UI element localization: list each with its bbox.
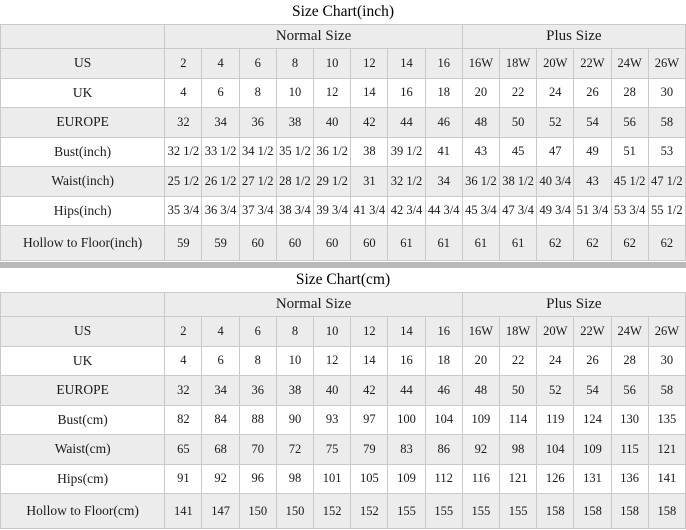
cell: 18 (425, 78, 462, 108)
group-header-row (1, 293, 686, 317)
cell: 155 (425, 494, 462, 529)
table-row-hollow-to-floor (1, 226, 686, 261)
cell: 104 (425, 405, 462, 435)
cell: 135 (648, 405, 685, 435)
cell: 59 (202, 226, 239, 261)
cell: 121 (499, 464, 536, 494)
group-header-row (1, 25, 686, 49)
size-chart-inch-table (0, 0, 686, 261)
cell: 40 3/4 (537, 167, 574, 197)
cell: 44 (388, 108, 425, 138)
cell: 38 (276, 108, 313, 138)
cell: 61 (499, 226, 536, 261)
cell: 32 1/2 (388, 167, 425, 197)
cell: 119 (537, 405, 574, 435)
cell: 136 (611, 464, 648, 494)
cell: 6 (202, 78, 239, 108)
corner-cell (1, 293, 165, 317)
cell: 62 (537, 226, 574, 261)
cell: 14 (388, 317, 425, 347)
cell: 20W (537, 317, 574, 347)
cell: 16 (425, 317, 462, 347)
cell: 52 (537, 108, 574, 138)
cell: 150 (276, 494, 313, 529)
cell: 92 (202, 464, 239, 494)
cell: 18W (499, 317, 536, 347)
cell: 42 (351, 376, 388, 406)
cell: 30 (648, 346, 685, 376)
cell: 38 3/4 (276, 196, 313, 226)
cell: 54 (574, 108, 611, 138)
cell: 24 (537, 78, 574, 108)
row-label: Hips(inch) (1, 196, 165, 226)
cell: 6 (202, 346, 239, 376)
cell: 8 (239, 78, 276, 108)
cell: 158 (574, 494, 611, 529)
cell: 62 (648, 226, 685, 261)
corner-cell (1, 25, 165, 49)
cell: 28 1/2 (276, 167, 313, 197)
cell: 12 (314, 78, 351, 108)
cell: 61 (425, 226, 462, 261)
cell: 62 (611, 226, 648, 261)
cell: 53 (648, 137, 685, 167)
cell: 26 (574, 346, 611, 376)
row-label: EUROPE (1, 376, 165, 406)
cell: 105 (351, 464, 388, 494)
cell: 8 (239, 346, 276, 376)
title-row (1, 0, 686, 25)
cell: 18 (425, 346, 462, 376)
cell: 12 (351, 317, 388, 347)
group-plus-size: Plus Size (462, 25, 685, 49)
cell: 70 (239, 435, 276, 465)
cell: 114 (499, 405, 536, 435)
cell: 158 (537, 494, 574, 529)
cell: 26W (648, 49, 685, 79)
title-row (1, 268, 686, 293)
cell: 32 (165, 376, 202, 406)
row-label: EUROPE (1, 108, 165, 138)
cell: 38 1/2 (499, 167, 536, 197)
cell: 43 (462, 137, 499, 167)
cell: 152 (351, 494, 388, 529)
cell: 10 (314, 317, 351, 347)
cell: 49 (574, 137, 611, 167)
cell: 93 (314, 405, 351, 435)
cell: 16W (462, 317, 499, 347)
row-label: Hollow to Floor(inch) (1, 226, 165, 261)
cell: 150 (239, 494, 276, 529)
row-label: Hips(cm) (1, 464, 165, 494)
cell: 104 (537, 435, 574, 465)
cell: 35 3/4 (165, 196, 202, 226)
cell: 46 (425, 376, 462, 406)
cell: 79 (351, 435, 388, 465)
cell: 4 (165, 78, 202, 108)
cell: 24W (611, 49, 648, 79)
cell: 56 (611, 108, 648, 138)
cell: 61 (388, 226, 425, 261)
cell: 58 (648, 376, 685, 406)
cell: 98 (499, 435, 536, 465)
cell: 22 (499, 78, 536, 108)
cell: 34 (202, 376, 239, 406)
cell: 45 3/4 (462, 196, 499, 226)
cell: 44 (388, 376, 425, 406)
cell: 60 (276, 226, 313, 261)
cell: 14 (351, 78, 388, 108)
cell: 26 1/2 (202, 167, 239, 197)
cell: 96 (239, 464, 276, 494)
cell: 47 1/2 (648, 167, 685, 197)
cell: 34 (202, 108, 239, 138)
cell: 12 (351, 49, 388, 79)
cell: 124 (574, 405, 611, 435)
cell: 4 (165, 346, 202, 376)
cell: 29 1/2 (314, 167, 351, 197)
cell: 54 (574, 376, 611, 406)
size-chart-cm (0, 268, 686, 530)
cell: 32 (165, 108, 202, 138)
cell: 47 3/4 (499, 196, 536, 226)
cell: 75 (314, 435, 351, 465)
cell: 61 (462, 226, 499, 261)
cell: 28 (611, 346, 648, 376)
cell: 86 (425, 435, 462, 465)
table-row-hips (1, 464, 686, 494)
cell: 116 (462, 464, 499, 494)
cell: 47 (537, 137, 574, 167)
cell: 55 1/2 (648, 196, 685, 226)
cell: 35 1/2 (276, 137, 313, 167)
cell: 10 (314, 49, 351, 79)
cell: 59 (165, 226, 202, 261)
cell: 130 (611, 405, 648, 435)
cell: 39 3/4 (314, 196, 351, 226)
cell: 36 3/4 (202, 196, 239, 226)
table-row-waist (1, 167, 686, 197)
table-row-bust (1, 137, 686, 167)
group-plus-size: Plus Size (462, 293, 685, 317)
cell: 141 (165, 494, 202, 529)
cell: 30 (648, 78, 685, 108)
table-row-us (1, 49, 686, 79)
cell: 22 (499, 346, 536, 376)
cell: 20W (537, 49, 574, 79)
cell: 109 (574, 435, 611, 465)
cell: 152 (314, 494, 351, 529)
cell: 26W (648, 317, 685, 347)
row-label: Bust(cm) (1, 405, 165, 435)
row-label: Waist(inch) (1, 167, 165, 197)
cell: 109 (462, 405, 499, 435)
cell: 33 1/2 (202, 137, 239, 167)
cell: 8 (276, 49, 313, 79)
cell: 2 (165, 49, 202, 79)
cell: 16W (462, 49, 499, 79)
cell: 20 (462, 346, 499, 376)
row-label: Hollow to Floor(cm) (1, 494, 165, 529)
cell: 32 1/2 (165, 137, 202, 167)
cell: 112 (425, 464, 462, 494)
cell: 115 (611, 435, 648, 465)
cell: 53 3/4 (611, 196, 648, 226)
cell: 26 (574, 78, 611, 108)
cell: 36 1/2 (314, 137, 351, 167)
cell: 18W (499, 49, 536, 79)
group-normal-size: Normal Size (165, 25, 463, 49)
cell: 39 1/2 (388, 137, 425, 167)
group-normal-size: Normal Size (165, 293, 463, 317)
cell: 147 (202, 494, 239, 529)
cell: 52 (537, 376, 574, 406)
cell: 49 3/4 (537, 196, 574, 226)
cell: 46 (425, 108, 462, 138)
cell: 48 (462, 376, 499, 406)
cell: 92 (462, 435, 499, 465)
cell: 90 (276, 405, 313, 435)
cell: 155 (388, 494, 425, 529)
cell: 20 (462, 78, 499, 108)
cell: 4 (202, 317, 239, 347)
cell: 60 (239, 226, 276, 261)
row-label: Bust(inch) (1, 137, 165, 167)
cell: 40 (314, 376, 351, 406)
cell: 22W (574, 49, 611, 79)
cell: 12 (314, 346, 351, 376)
cell: 121 (648, 435, 685, 465)
cell: 14 (351, 346, 388, 376)
cell: 14 (388, 49, 425, 79)
cell: 36 (239, 376, 276, 406)
cell: 45 1/2 (611, 167, 648, 197)
cell: 82 (165, 405, 202, 435)
table-row-us (1, 317, 686, 347)
cell: 51 3/4 (574, 196, 611, 226)
cell: 42 (351, 108, 388, 138)
cell: 36 1/2 (462, 167, 499, 197)
table-row-bust (1, 405, 686, 435)
cell: 62 (574, 226, 611, 261)
cell: 6 (239, 317, 276, 347)
cell: 83 (388, 435, 425, 465)
cell: 43 (574, 167, 611, 197)
table-row-waist (1, 435, 686, 465)
row-label: US (1, 49, 165, 79)
cell: 158 (611, 494, 648, 529)
cell: 38 (276, 376, 313, 406)
cell: 38 (351, 137, 388, 167)
cell: 141 (648, 464, 685, 494)
cell: 126 (537, 464, 574, 494)
cell: 155 (462, 494, 499, 529)
cell: 24W (611, 317, 648, 347)
table-row-uk (1, 78, 686, 108)
cell: 97 (351, 405, 388, 435)
row-label: UK (1, 346, 165, 376)
row-label: UK (1, 78, 165, 108)
cell: 100 (388, 405, 425, 435)
cell: 101 (314, 464, 351, 494)
cell: 16 (388, 78, 425, 108)
cell: 2 (165, 317, 202, 347)
cell: 37 3/4 (239, 196, 276, 226)
cell: 50 (499, 376, 536, 406)
cell: 58 (648, 108, 685, 138)
cell: 84 (202, 405, 239, 435)
cell: 72 (276, 435, 313, 465)
cell: 24 (537, 346, 574, 376)
cell: 41 (425, 137, 462, 167)
cell: 131 (574, 464, 611, 494)
cell: 60 (314, 226, 351, 261)
cell: 88 (239, 405, 276, 435)
cell: 50 (499, 108, 536, 138)
cell: 65 (165, 435, 202, 465)
cell: 27 1/2 (239, 167, 276, 197)
cell: 41 3/4 (351, 196, 388, 226)
cell: 158 (648, 494, 685, 529)
cell: 6 (239, 49, 276, 79)
cell: 48 (462, 108, 499, 138)
chart-title: Size Chart(inch) (1, 0, 686, 25)
table-row-europe (1, 108, 686, 138)
cell: 10 (276, 78, 313, 108)
table-row-uk (1, 346, 686, 376)
cell: 51 (611, 137, 648, 167)
cell: 8 (276, 317, 313, 347)
cell: 31 (351, 167, 388, 197)
size-chart-cm-table (0, 268, 686, 529)
chart-title: Size Chart(cm) (1, 268, 686, 293)
cell: 16 (425, 49, 462, 79)
size-chart-inch (0, 0, 686, 262)
cell: 68 (202, 435, 239, 465)
cell: 56 (611, 376, 648, 406)
cell: 109 (388, 464, 425, 494)
cell: 34 1/2 (239, 137, 276, 167)
cell: 98 (276, 464, 313, 494)
cell: 45 (499, 137, 536, 167)
cell: 40 (314, 108, 351, 138)
cell: 42 3/4 (388, 196, 425, 226)
table-row-hips (1, 196, 686, 226)
cell: 60 (351, 226, 388, 261)
table-row-hollow-to-floor (1, 494, 686, 529)
cell: 25 1/2 (165, 167, 202, 197)
cell: 28 (611, 78, 648, 108)
table-row-europe (1, 376, 686, 406)
row-label: US (1, 317, 165, 347)
cell: 16 (388, 346, 425, 376)
row-label: Waist(cm) (1, 435, 165, 465)
cell: 22W (574, 317, 611, 347)
cell: 44 3/4 (425, 196, 462, 226)
cell: 91 (165, 464, 202, 494)
cell: 34 (425, 167, 462, 197)
cell: 36 (239, 108, 276, 138)
cell: 10 (276, 346, 313, 376)
cell: 155 (499, 494, 536, 529)
cell: 4 (202, 49, 239, 79)
